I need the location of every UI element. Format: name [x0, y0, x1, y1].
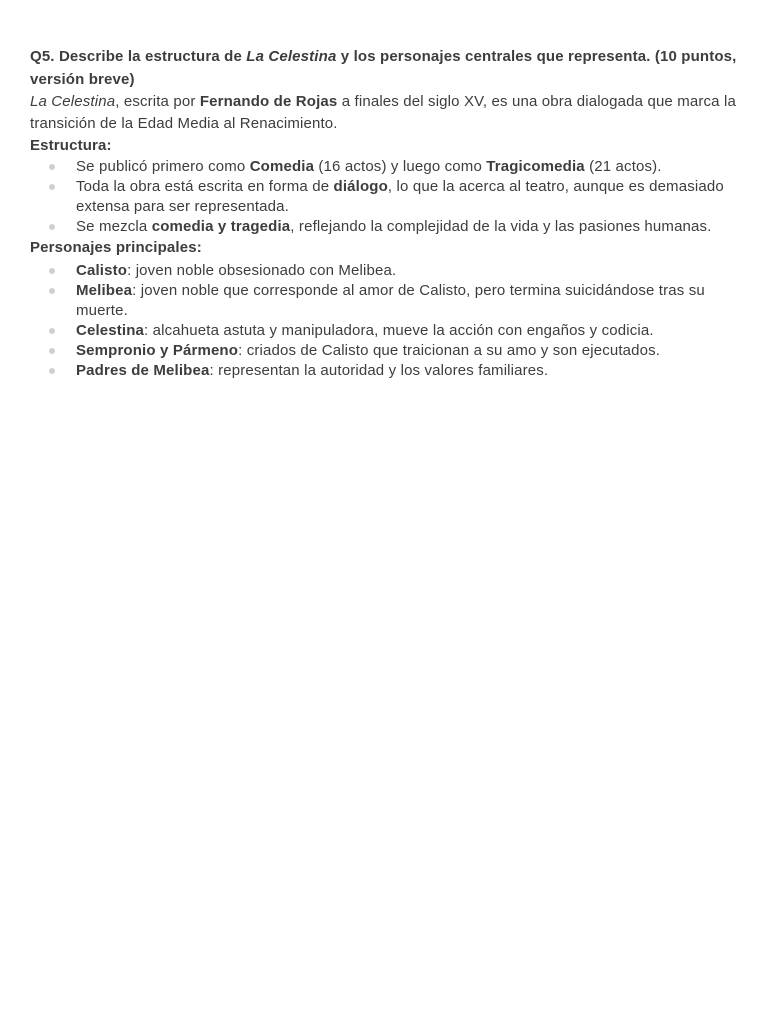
list-item-text: , reflejando la complejidad de la vida y las pasiones humanas.	[290, 218, 712, 235]
character-description: : representan la autoridad y los valores familiares.	[209, 362, 549, 379]
list-item	[76, 261, 738, 281]
list-item-bold: comedia y tragedia	[151, 218, 291, 235]
list-item-bold: Comedia	[249, 158, 315, 175]
list-item	[76, 157, 738, 177]
list-item-text: (16 actos) y luego como	[314, 158, 487, 175]
characters-heading: Personajes principales:	[30, 239, 202, 256]
list-item	[76, 361, 738, 381]
list-item-text: Se publicó primero como	[76, 158, 250, 175]
question-suffix: y los personajes centrales que representa. (10 puntos, versión breve)	[30, 48, 737, 88]
list-item	[76, 341, 738, 361]
character-name: Padres de Melibea	[76, 362, 210, 379]
list-item-bold: Tragicomedia	[486, 158, 585, 175]
list-item-text: (21 actos).	[584, 158, 662, 175]
character-description: : joven noble que corresponde al amor de Calisto, pero termina suicidándose tras su muerte.	[76, 282, 705, 319]
character-name: Sempronio y Pármeno	[76, 342, 239, 359]
character-description: : alcahueta astuta y manipuladora, mueve la acción con engaños y codicia.	[144, 322, 654, 339]
question-prefix: Q5. Describe la estructura de	[30, 48, 247, 65]
structure-heading: Estructura:	[30, 137, 112, 154]
intro-text-2: a finales del siglo XV, es una obra dialogada que marca la transición de la Edad Media al Renacimiento.	[30, 93, 736, 132]
character-description: : criados de Calisto que traicionan a su amo y son ejecutados.	[238, 342, 661, 359]
character-name: Melibea	[76, 282, 133, 299]
structure-list	[30, 157, 738, 237]
list-item-bold: diálogo	[333, 178, 388, 195]
list-item	[76, 177, 738, 217]
list-item-text: Se mezcla	[76, 218, 152, 235]
list-item-text: Toda la obra está escrita en forma de	[76, 178, 334, 195]
intro-text-1: , escrita por	[115, 93, 200, 110]
list-item	[76, 321, 738, 341]
character-name: Calisto	[76, 262, 128, 279]
list-item-text: , lo que la acerca al teatro, aunque es demasiado extensa para ser representada.	[76, 178, 724, 215]
question-work-title: La Celestina	[246, 48, 337, 65]
question-title	[30, 46, 738, 91]
character-description: : joven noble obsesionado con Melibea.	[127, 262, 397, 279]
list-item	[76, 217, 738, 237]
list-item	[76, 281, 738, 321]
character-name: Celestina	[76, 322, 145, 339]
characters-list	[30, 261, 738, 381]
intro-author: Fernando de Rojas	[199, 93, 338, 110]
intro-work-title: La Celestina	[30, 93, 116, 110]
intro-paragraph	[30, 91, 738, 135]
